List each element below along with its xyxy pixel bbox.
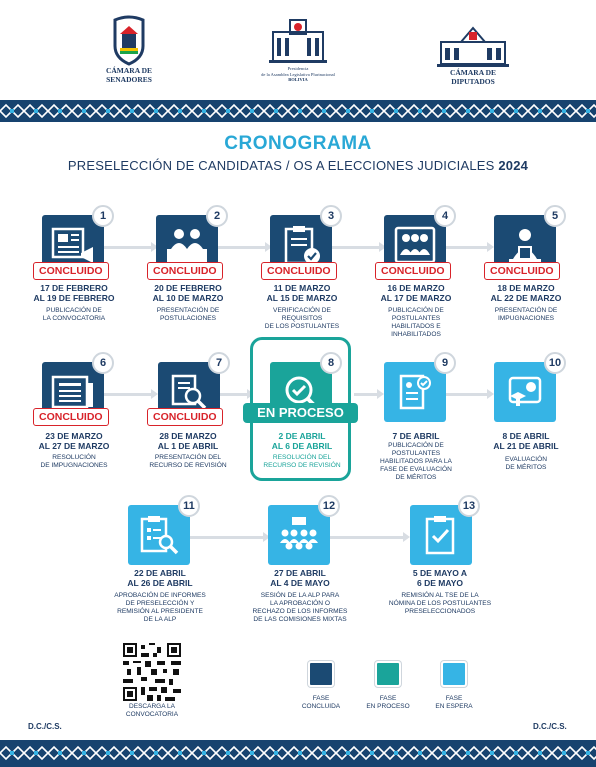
date-end: AL 26 DE ABRIL [127,578,193,588]
step-number: 1 [92,205,114,227]
footer-initials-left: D.C./C.S. [28,722,62,731]
status-badge: CONCLUIDO [147,408,223,426]
date-end: AL 22 DE MARZO [490,293,562,303]
step-date [14,283,134,303]
desc-line: REQUISITOS [281,315,323,322]
date-start: 11 DE MARZO [273,283,331,293]
legend-label-en-espera [424,695,484,711]
desc-line: SESIÓN DE LA ALP PARA [260,592,340,599]
step-number: 4 [434,205,456,227]
step-description [14,454,134,470]
step-description [128,307,248,323]
desc-line: RECURSO DE REVISIÓN [263,462,341,469]
desc-line: VERIFICACIÓN DE [273,307,331,314]
desc-line: RECHAZO DE LOS INFORMES [252,608,348,615]
date-start: 22 DE ABRIL [134,568,186,578]
desc-line: REMISIÓN AL PRESIDENTE [117,608,203,615]
date-start: 23 DE MARZO [45,431,103,441]
desc-line: FASE DE EVALUACIÓN [380,466,452,473]
desc-line: DE IMPUGNACIONES [40,462,108,469]
desc-line: DE LAS COMISIONES MIXTAS [253,616,347,623]
step-description [356,442,476,482]
step-description [230,592,370,624]
step-number: 5 [544,205,566,227]
date-end: AL 4 DE MAYO [270,578,330,588]
presidencia-logo [253,18,343,83]
step-date [14,431,134,451]
desc-line: INHABILITADOS [391,331,441,338]
status-badge: CONCLUIDO [375,262,451,280]
step-date [466,283,586,303]
date-end: AL 10 DE MARZO [152,293,224,303]
desc-line: PUBLICACIÓN DE [46,307,102,314]
date-start: 17 DE FEBRERO [40,283,108,293]
step-description [90,592,230,624]
en-proceso-badge: EN PROCESO [243,403,358,423]
step-description [242,454,362,470]
step-number: 9 [434,352,456,374]
desc-line: LA CONVOCATORIA [42,315,106,322]
desc-line: REMISIÓN AL TSE DE LA [401,592,479,599]
status-badge: CONCLUIDO [261,262,337,280]
desc-line: DE LA ALP [143,616,177,623]
timeline-arrow [446,393,488,396]
step-number: 12 [318,495,340,517]
page-subtitle [0,158,596,173]
date-end: AL 27 DE MARZO [38,441,110,451]
desc-line: PUBLICACIÓN DE [388,442,444,449]
date-end: 6 DE MAYO [417,578,463,588]
legend-line: FASE [445,695,463,702]
desc-line: PRESENTACIÓN DE [494,307,558,314]
desc-line: RESOLUCIÓN DEL [272,454,332,461]
step-number: 11 [178,495,200,517]
step-description [466,456,586,472]
presidencia-caption-3: BOLIVIA [288,77,308,82]
desc-line: RECURSO DE REVISIÓN [149,462,227,469]
step-date [230,568,370,588]
desc-line: APROBACIÓN DE INFORMES [114,592,206,599]
date-start: 28 DE MARZO [159,431,217,441]
header-logos [0,0,596,100]
desc-line: PRESELECCIONADOS [404,608,476,615]
date-end: AL 17 DE MARZO [380,293,452,303]
legend-label-en-proceso [358,695,418,711]
timeline-arrow [332,246,380,249]
date-start: 18 DE MARZO [497,283,555,293]
date-end: AL 21 DE ABRIL [493,441,559,451]
senado-emblem-icon [107,14,151,66]
presidencia-caption-1: Presidencia [287,66,309,71]
date-end: AL 6 DE ABRIL [271,441,333,451]
desc-line: PRESENTACIÓN DE [156,307,220,314]
desc-line: LA APROBACIÓN O [269,600,331,607]
qr-caption [110,703,194,719]
desc-line: DE MÉRITOS [395,474,437,481]
page-title: CRONOGRAMA [224,133,372,154]
step-description [370,592,510,616]
footer-initials-right: D.C./C.S. [533,722,567,731]
step-description [242,307,362,331]
status-badge: CONCLUIDO [33,408,109,426]
qr-code-icon[interactable] [123,643,181,701]
step-description [356,307,476,339]
step-description [14,307,134,323]
presidencia-caption-2: de la Asamblea Legislativa Plurinacional [261,71,335,77]
desc-line: EVALUACIÓN [504,456,547,463]
timeline-arrow [220,393,248,396]
top-pattern-band [0,100,596,122]
senado-caption: CÁMARA DE SENADORES [105,66,153,84]
date-start: 7 DE ABRIL [392,431,440,441]
presidencia-building-icon [263,18,333,66]
timeline-arrow [104,246,152,249]
desc-line: DE MÉRITOS [505,464,547,471]
step-date [128,431,248,451]
desc-line: POSTULANTES [391,315,441,322]
date-end: AL 1 DE ABRIL [157,441,219,451]
timeline-arrow [330,536,404,539]
status-badge: CONCLUIDO [33,262,109,280]
legend-line: FASE [379,695,397,702]
status-badge: CONCLUIDO [484,262,560,280]
step-number: 13 [458,495,480,517]
step-number: 8 [320,352,342,374]
diputados-caption: CÁMARA DE DIPUTADOS [449,68,497,86]
legend-label-concluida [291,695,351,711]
desc-line: PUBLICACIÓN DE [388,307,444,314]
bottom-pattern-band [0,740,596,767]
step-number: 2 [206,205,228,227]
date-end: AL 15 DE MARZO [266,293,338,303]
desc-line: IMPUGNACIONES [497,315,555,322]
step-date [356,431,476,441]
legend-line: EN ESPERA [435,703,473,710]
step-date [466,431,586,451]
legend-swatch-en-espera [441,661,467,687]
timeline-arrow [446,246,488,249]
subtitle-year: 2024 [498,158,529,173]
andean-pattern-icon [0,740,596,767]
desc-line: RESOLUCIÓN [52,454,96,461]
step-number: 10 [544,352,566,374]
legend-swatch-en-proceso [375,661,401,687]
date-start: 8 DE ABRIL [502,431,550,441]
step-date [90,568,230,588]
timeline-arrow [354,393,378,396]
desc-line: NÓMINA DE LOS POSTULANTES [388,600,492,607]
desc-line: PRESENTACIÓN DEL [154,454,222,461]
step-date [128,283,248,303]
step-date [242,283,362,303]
legend-swatch-concluida [308,661,334,687]
step-number: 6 [92,352,114,374]
step-date [356,283,476,303]
desc-line: HABILITADOS PARA LA [380,458,452,465]
qr-caption-line: DESCARGA LA [129,703,175,710]
timeline-arrow [218,246,266,249]
legend-line: CONCLUIDA [301,703,341,710]
date-end: AL 19 DE FEBRERO [33,293,115,303]
andean-pattern-icon [0,100,596,122]
desc-line: DE PRESELECCIÓN Y [125,600,195,607]
desc-line: POSTULANTES [391,450,441,457]
qr-caption-line: CONVOCATORIA [125,711,179,718]
date-start: 20 DE FEBRERO [154,283,222,293]
desc-line: POSTULACIONES [159,315,217,322]
date-start: 2 DE ABRIL [278,431,326,441]
date-start: 16 DE MARZO [387,283,445,293]
status-badge: CONCLUIDO [147,262,223,280]
timeline-arrow [190,536,264,539]
step-description [128,454,248,470]
step-number: 3 [320,205,342,227]
step-description [466,307,586,323]
legend-line: FASE [312,695,330,702]
timeline-arrow [104,393,152,396]
senado-logo [84,14,174,84]
date-start: 5 DE MAYO A [412,568,468,578]
legend-line: EN PROCESO [366,703,410,710]
desc-line: DE LOS POSTULANTES [264,323,340,330]
diputados-building-icon [433,24,513,68]
diputados-logo [428,24,518,86]
subtitle-text: PRESELECCIÓN DE CANDIDATAS / OS A ELECCIONES JUDICIALES [67,158,495,173]
step-number: 7 [208,352,230,374]
desc-line: HABILITADOS E [391,323,441,330]
step-date [242,431,362,451]
step-date [370,568,510,588]
date-start: 27 DE ABRIL [274,568,326,578]
